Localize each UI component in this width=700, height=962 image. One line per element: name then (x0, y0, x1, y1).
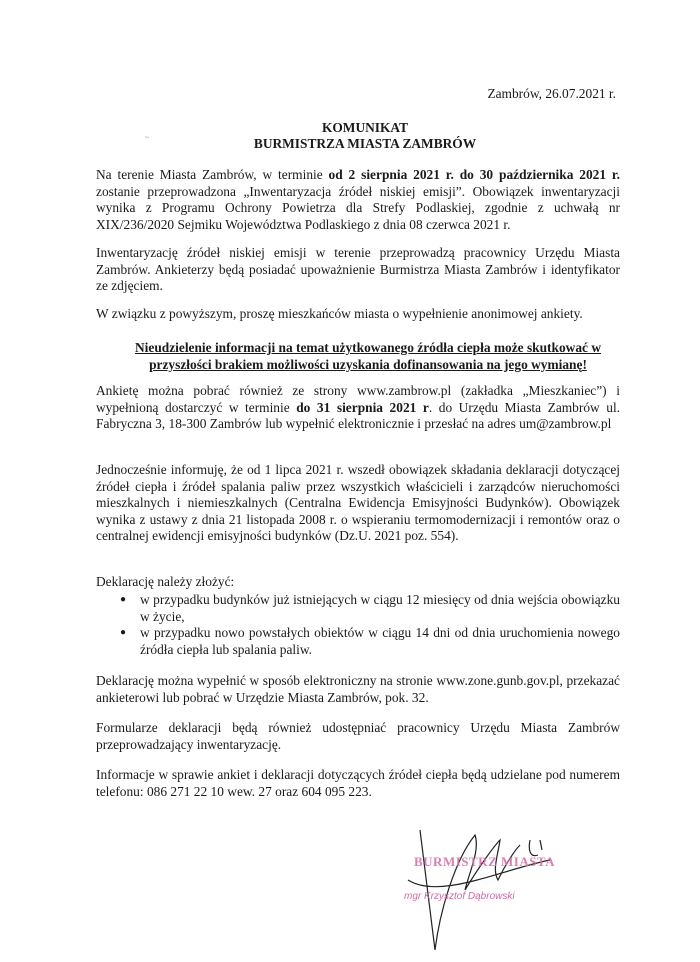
list-item (118, 592, 620, 625)
scan-mark: ~ (145, 133, 150, 142)
paragraph-contact: Informacje w sprawie ankiet i deklaracji dotyczących źródeł ciepła będą udzielane pod numerem telefonu: 086 271 22 10 wew. 27 oraz 604 095 223. (96, 767, 620, 799)
p1-text-a: Na terenie Miasta Zambrów, w terminie (96, 167, 329, 182)
title-line-1: KOMUNIKAT (321, 120, 409, 135)
p1-text-c: zostanie przeprowadzona „Inwentaryzacja źródeł niskiej emisji”. Obowiązek inwentaryzacji wynika z Programu Ochrony Powietrza dla Strefy Podlaskiej, zgodnie z uchwałą nr XIX/236/2020 Sejmiku Województwa Podlaskiego z dnia 08 czerwca 2021 r. (96, 183, 620, 232)
bullet-icon: ● (120, 627, 127, 638)
paragraph-request: W związku z powyższym, proszę mieszkańców miasta o wypełnienie anonimowej ankiety. (96, 306, 583, 321)
paragraph-warning: Nieudzielenie informacji na temat użytkowanego źródła ciepła może skutkować w przyszłości brakiem możliwości uzyskania dofinansowania na jego wymianę! (134, 340, 601, 372)
place-date: Zambrów, 26.07.2021 r. (487, 86, 616, 101)
paragraph-surveyors: Inwentaryzację źródeł niskiej emisji w terenie przeprowadzą pracownicy Urzędu Miasta Zambrów. Ankieterzy będą posiadać upoważnienie Burmistrza Miasta Zambrów i identyfikator ze zdjęciem. (96, 245, 620, 293)
official-stamp-name: mgr Krzysztof Dąbrowski (404, 891, 515, 902)
bullet-text: w przypadku budynków już istniejących w ciągu 12 miesięcy od dnia wejścia obowiązku w życie, (140, 592, 620, 624)
paragraph-declaration-intro: Deklarację należy złożyć: (96, 574, 235, 589)
p5-text-a: Ankietę można pobrać również ze strony www.zambrow.pl (zakładka „Mieszkaniec”) i wypełnioną dostarczyć w terminie (96, 383, 620, 415)
handwritten-signature (380, 810, 580, 960)
document-title (0, 120, 700, 151)
p1-dates-bold: od 2 sierpnia 2021 r. do 30 października 2021 r. (328, 167, 620, 182)
p5-deadline-bold: do 31 sierpnia 2021 r (296, 399, 429, 415)
bullet-icon: ● (120, 594, 127, 605)
title-line-2: BURMISTRZA MIASTA ZAMBRÓW (253, 135, 477, 151)
declaration-bullet-list (118, 592, 620, 658)
paragraph-survey-download (96, 383, 620, 433)
paragraph-inventory-dates (96, 167, 620, 233)
bullet-text: w przypadku nowo powstałych obiektów w ciągu 14 dni od dnia uruchomienia nowego źródła ciepła lub spalania paliw. (140, 625, 620, 657)
paragraph-electronic-declaration: Deklarację można wypełnić w sposób elektroniczny na stronie www.zone.gunb.gov.pl, przekazać ankieterowi lub pobrać w Urzędzie Miasta Zambrów, pok. 32. (96, 673, 620, 705)
paragraph-declaration-obligation: Jednocześnie informuję, że od 1 lipca 2021 r. wszedł obowiązek składania deklaracji dotyczącej źródeł ciepła i źródeł spalania paliw przez wszystkich właścicieli i zarządców nieruchomości mieszkalnych i niemieszkalnych (Centralna Ewidencja Emisyjności Budynków). Obowiązek wynika z ustawy z dnia 21 listopada 2008 r. o wspieraniu termomodernizacji i remontów oraz o centralnej ewidencji emisyjności budynków (Dz.U. 2021 poz. 554). (96, 462, 620, 543)
list-item (118, 625, 620, 658)
official-stamp-title: BURMISTRZ MIASTA (414, 854, 556, 869)
p5-text-c: . do Urzędu Miasta Zambrów ul. Fabryczna 3, 18-300 Zambrów lub wypełnić elektronicznie i przesłać na adres um@zambrow.pl (96, 399, 621, 431)
paragraph-forms: Formularze deklaracji będą również udostępniać pracownicy Urzędu Miasta Zambrów przeprowadzający inwentaryzację. (96, 720, 620, 752)
